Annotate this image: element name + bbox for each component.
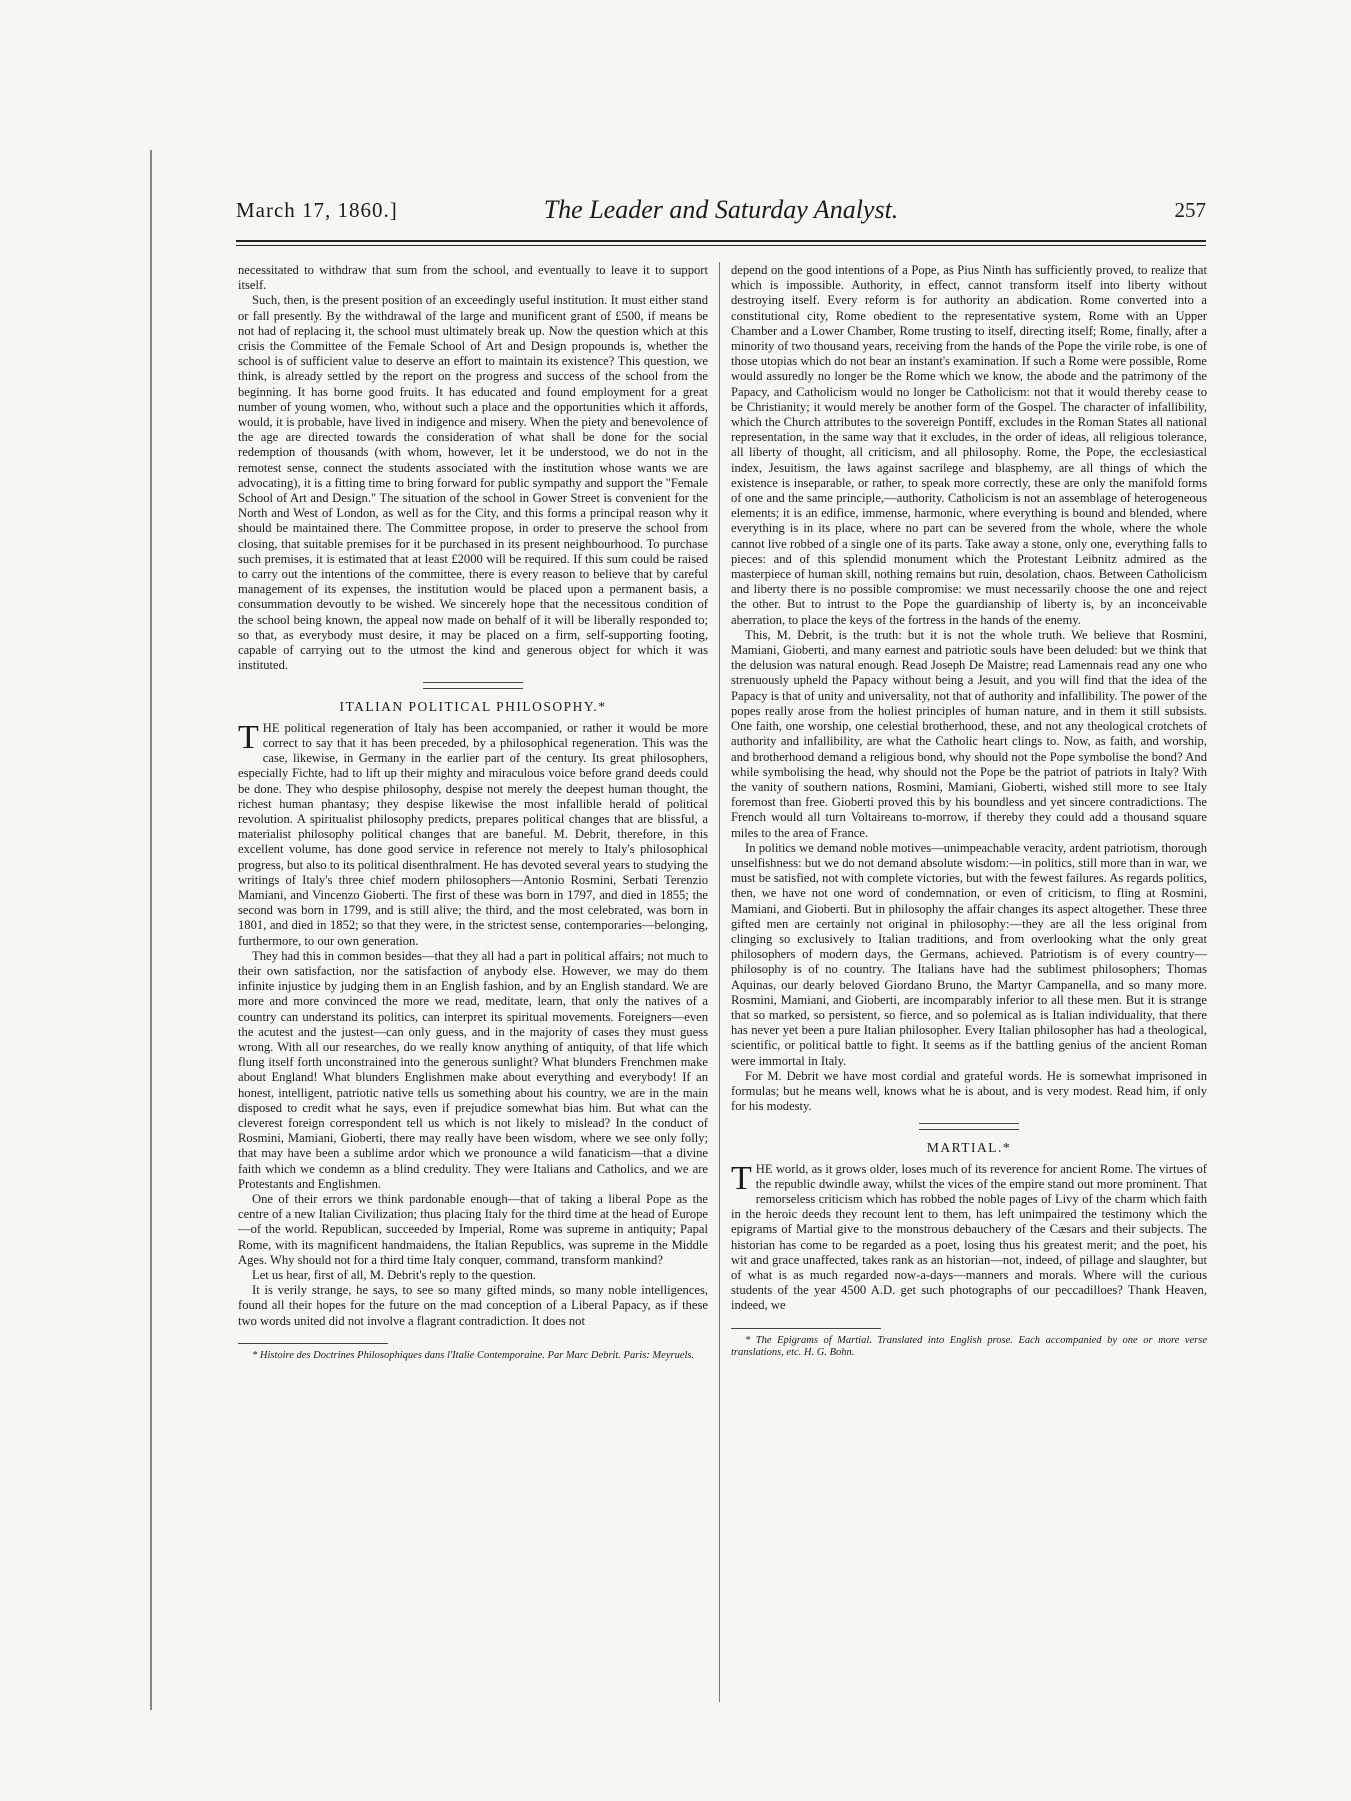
paragraph: THE political regeneration of Italy has been accompanied, or rather it would be more correct to say that it has been preceded, by a philosophical regeneration. This was the case, likewise, in Germany in the earlier part of the century. Its great philosophers, especially Fichte, had to lift up their mighty and miraculous voice before grand deeds could be done. They who despise philosophy, despise not merely the deepest human thought, the richest human phantasy; they despise likewise the most infallible herald of political revolution. A spiritualist philosophy predicts, prepares political changes that are blissful, a materialist philosophy political changes that are baneful. M. Debrit, therefore, in this excellent volume, has done good service in reference not merely to Italy's philosophical progress, but also to its political disenthralment. He has devoted several years to studying the writings of Italy's three chief modern philosophers—Antonio Rosmini, Serbati Terenzio Mamiani, and Vincenzo Gioberti. The first of these was born in 1797, and died in 1855; the second was born in 1799, and is still alive; the third, and the most celebrated, was born in 1801, and died in 1852; so that they were, in the strictest sense, contemporaries—belonging, furthermore, to our own generation. xyxy=(238,718,708,948)
drop-cap: T xyxy=(238,718,259,756)
header-date: March 17, 1860.] xyxy=(236,198,398,222)
left-column xyxy=(238,263,708,1703)
paragraph: For M. Debrit we have most cordial and grateful words. He is somewhat imprisoned in formulas; but he means well, knows what he is about, and is very modest. Read him, if only for his modesty. xyxy=(731,1068,1207,1114)
right-column xyxy=(731,263,1207,1703)
paragraph: necessitated to withdraw that sum from the school, and eventually to leave it to support itself. xyxy=(238,263,708,293)
paragraph: They had this in common besides—that they all had a part in political affairs; not much to their own satisfaction, nor the satisfaction of anybody else. However, we may do them infinite injustice by judging them in an English fashion, and by an English standard. We are more and more convinced the more we read, meditate, learn, that only the natives of a country can understand its politics, can interpret its spiritual movements. Foreigners—even the acutest and the justest—can only guess, and in the majority of cases they must guess wrong. With all our researches, do we really know anything of antiquity, of that life which flung itself forth unconstrained into the generous sunlight? What blunders Frenchmen make about England! What blunders Englishmen make about everything and everybody! If an honest, intelligent, patriotic native tells us something about his country, we are in the main disposed to credit what he says, even if prejudice somewhat bias him. But what can the cleverest foreign correspondent tell us which is not likely to mislead? In the conduct of Rosmini, Mamiani, Gioberti, there may really have been wisdom, where we see only folly; that may have been a sublime ardor which we pronounce a wild fanaticism—that a divine faith which we condemn as a blind credulity. They were Italians and Catholics, and we are Protestants and Englishmen. xyxy=(238,948,708,1191)
binding-edge xyxy=(150,150,152,1710)
footnote-rule xyxy=(238,1343,388,1344)
paragraph: depend on the good intentions of a Pope, as Pius Ninth has sufficiently proved, to realize that which is impossible. Authority, in effect, cannot transform itself into liberty without destroying itself. Every reform is for authority an abdication. Rome converted into a constitutional city, Rome obedient to the representative system, Rome with an Upper Chamber and a Lower Chamber, Rome trusting to itself, directing itself; Rome, finally, after a minority of two thousand years, receiving from the hands of the Pope the virile robe, is one of those utopias which do not bear an instant's examination. If such a Rome were possible, Rome would assuredly no longer be the Rome which we know, the abode and the patrimony of the Papacy, and Catholicism would no longer be Catholicism: not that it would thereby cease to be Christianity; it would merely be another form of the Gospel. The character of infallibility, which the Church attributes to the sovereign Pontiff, excludes in the Roman States all national representation, in the same way that it excludes, in the order of ideas, all religious tolerance, all liberty of thought, all criticism, and all philosophy. Rome, the Pope, the ecclesiastical index, Jesuitism, the laws against sacrilege and blasphemy, are all things of which the existence is inseparable, or rather, to speak more correctly, these are only the manifold forms of one and the same principle,—authority. Catholicism is not an assemblage of heterogeneous elements; it is an edifice, immense, harmonic, where everything is bound and blended, where everything is in its place, where no part can be severed from the whole, where the whole cannot live robbed of a single one of its parts. Take away a stone, only one, everything falls to pieces: and of this splendid monument which the Protestant Leibnitz admired as the masterpiece of human skill, nothing remains but ruin, desolation, chaos. Between Catholicism and liberty there is no possible compromise: we must necessarily choose the one and reject the other. But to intrust to the Pope the guardianship of liberty is, by an inconceivable aberration, to place the keys of the fortress in the hands of the enemy. xyxy=(731,263,1207,627)
paragraph: Let us hear, first of all, M. Debrit's reply to the question. xyxy=(252,1268,537,1282)
section-separator xyxy=(919,1123,1019,1130)
paragraph: Such, then, is the present position of an exceedingly useful institution. It must either stand or fall presently. By the withdrawal of the large and munificent grant of £500, if means be not had of replacing it, the school must ultimately break up. Now the question which at this crisis the Committee of the Female School of Art and Design propounds is, whether the school is of sufficient value to deserve an effort to maintain its existence? This question, we think, is already settled by the report on the progress and success of the school from the beginning. It has borne good fruits. It has educated and found employment for a great number of young women, who, without such a place and the opportunities which it affords, would, it is probable, have lived in indigence and misery. When the piety and benevolence of the age are directed towards the consideration of what shall be done for the social redemption of thousands (with whom, however, let it be understood, we do not in the remotest sense, connect the students associated with the institution whose wants we are advocating), it is a fitting time to bring forward for public sympathy and support the "Female School of Art and Design." The situation of the school in Gower Street is convenient for the North and West of London, as well as for the City, and this forms a principal reason why it should be maintained there. The Committee propose, in order to preserve the school from closing, that suitable premises for it be purchased in its present neighbourhood. To purchase such premises, it is estimated that at least £2000 will be required. If this sum could be raised to carry out the intentions of the committee, there is every reason to believe that by careful management of its expenses, the institution would be placed upon a permanent basis, a consummation devoutly to be wished. We sincerely hope that the necessitous condition of the school being known, the appeal now made on behalf of it will be liberally responded to; so that, as everybody must desire, it may be placed on a firm, self-supporting footing, capable of carrying out to the utmost the kind and generous object for which it was instituted. xyxy=(238,293,708,673)
section-separator xyxy=(423,682,523,689)
paragraph: In politics we demand noble motives—unimpeachable veracity, ardent patriotism, thorough unselfishness: but we do not demand absolute wisdom:—in politics, still more than in war, we must be satisfied, not with complete victories, but with the fewest failures. As regards politics, then, we have not one word of condemnation, or even of criticism, to fling at Rosmini, Mamiani, and Gioberti. But in philosophy the affair changes its aspect altogether. These three gifted men are certainly not original in philosophy:—they are all the less original from clinging so exclusively to Italian traditions, and from overlooking what the only great philosophers of modern days, the Germans, achieved. Patriotism is of every country—philosophy is of no country. The Italians have had the sublimest philosophers; Thomas Aquinas, our dearly beloved Giordano Bruno, the Martyr Campanella, and so many more. Rosmini, Mamiani, and Gioberti, are incomparably inferior to all these men. But it is strange that so marked, so persistent, so fierce, and so polemical as is Italian individuality, that there has never yet been a pure Italian philosopher. Every Italian philosopher has had a theological, scientific, or political battle to fight. It seems as if the battling genius of the ancient Roman were immortal in Italy. xyxy=(731,840,1207,1068)
article-heading-martial: MARTIAL.* xyxy=(926,1140,1012,1156)
column-divider xyxy=(719,262,720,1702)
header-rule xyxy=(236,240,1206,242)
header-rule-thin xyxy=(236,245,1206,246)
page-header xyxy=(236,195,1206,236)
page-number: 257 xyxy=(1174,198,1206,222)
drop-cap: T xyxy=(731,1159,752,1197)
article-heading-italian-political-philosophy: ITALIAN POLITICAL PHILOSOPHY.* xyxy=(339,699,607,715)
footnote: * The Epigrams of Martial. Translated into English prose. Each accompanied by one or more verse translations, etc. H. G. Bohn. xyxy=(731,1334,1207,1359)
header-title: The Leader and Saturday Analyst. xyxy=(543,195,899,224)
paragraph: THE world, as it grows older, loses much of its reverence for ancient Rome. The virtues of the republic dwindle away, whilst the vices of the empire stand out more prominent. That remorseless criticism which has robbed the noble pages of Livy of the charm which faith in the heroic deeds they recount lent to them, has left unimpaired the testimony which the epigrams of Martial give to the monstrous debauchery of the Cæsars and their subjects. The historian has come to be regarded as a poet, losing thus his greatest merit; and the poet, his wit and grace unaffected, takes rank as an historian—not, indeed, of pillage and slaughter, but of what is as much regarded now-a-days—manners and morals. Where will the curious students of the year 4500 A.D. get such photographs of our peccadilloes? Thank Heaven, indeed, we xyxy=(731,1159,1207,1313)
footnote-rule xyxy=(731,1328,881,1329)
paragraph: This, M. Debrit, is the truth: but it is not the whole truth. We believe that Rosmini, Mamiani, Gioberti, and many earnest and patriotic souls have been deluded: but we think that the delusion was natural enough. Read Joseph De Maistre; read Lamennais read any one who strenuously upheld the Papacy without being a Jesuit, and you will find that the idea of the Papacy is that of unity and universality, not that of authority and infallibility. The power of the popes really arose from the holiest principles of human nature, and in them it still subsists. One faith, one worship, one celestial brotherhood, these, and not any theological crotchets of authority and infallibility, are what the Catholic heart clings to. Now, as faith, and worship, and brotherhood demand a religious bond, why should not the Pope symbolise the bond? And while symbolising the head, why should not the Pope be the patriot of patriots in Italy? With the vanity of southern nations, Rosmini, Mamiani, Gioberti, wished still more to see Italy foremost than free. Gioberti proved this by his boundless and yet sincere contradictions. The French would all turn Voltaireans to-morrow, if thereby they could add a thousand square miles to the area of France. xyxy=(731,627,1207,840)
paragraph: One of their errors we think pardonable enough—that of taking a liberal Pope as the centre of a new Italian Civilization; thus placing Italy for the third time at the head of Europe—of the world. Republican, succeeded by Imperial, Rome was supreme in antiquity; Papal Rome, with its magnificent handmaidens, the Italian Republics, was supreme in the Middle Ages. Why should not for a third time Italy conquer, command, transform mankind? xyxy=(238,1191,708,1267)
footnote: * Histoire des Doctrines Philosophiques dans l'Italie Contemporaine. Par Marc Debrit. Paris: Meyruels. xyxy=(252,1349,695,1361)
paragraph: It is verily strange, he says, to see so many gifted minds, so many noble intelligences, found all their hopes for the future on the mad conception of a Liberal Papacy, as if these two words united did not involve a flagrant contradiction. It does not xyxy=(238,1283,708,1328)
